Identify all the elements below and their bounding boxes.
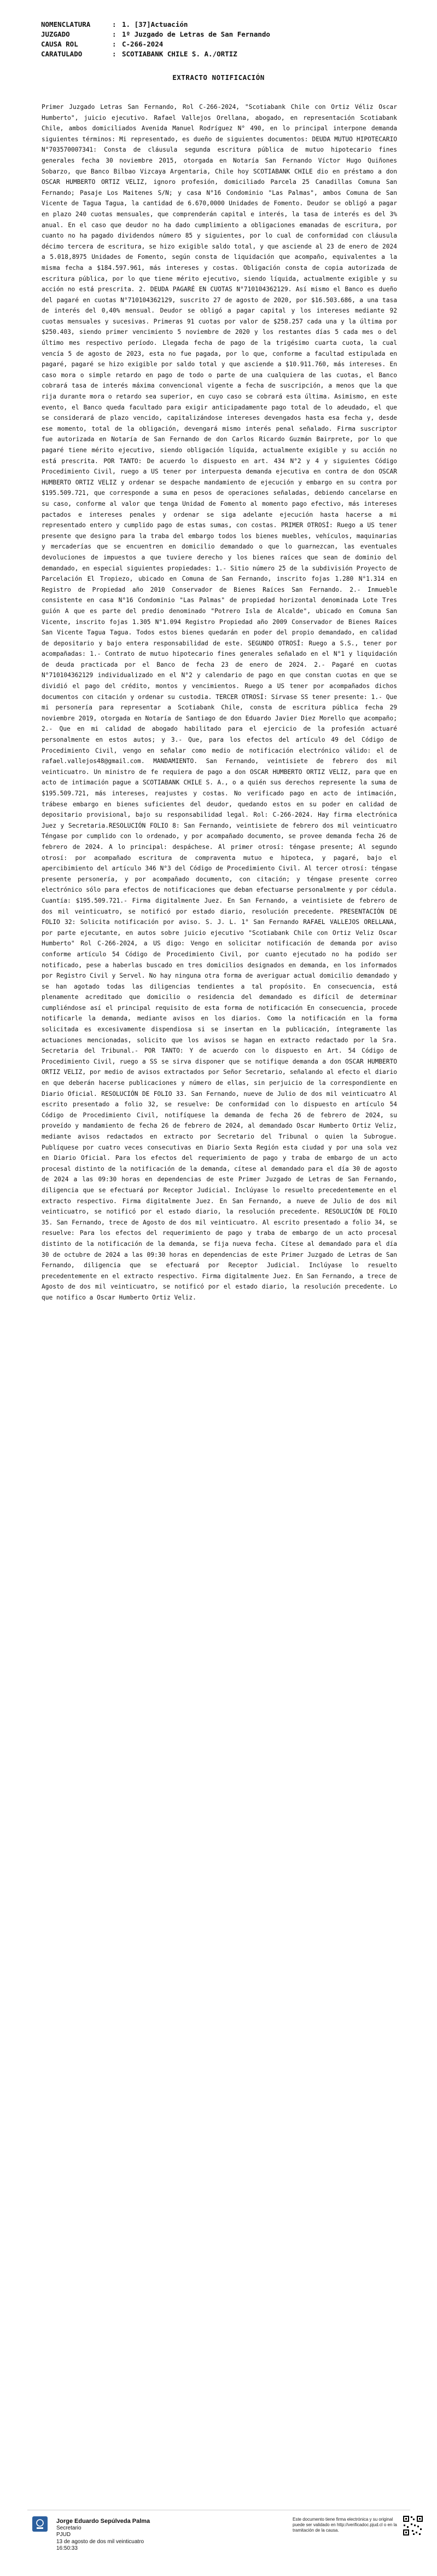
header-value: 1. [37]Actuación [122, 20, 188, 28]
header-row: CAUSA ROL : C-266-2024 [41, 40, 164, 48]
court-seal-icon [32, 2516, 48, 2532]
signer-role: Secretario [56, 2525, 81, 2531]
header-label: NOMENCLATURA [41, 20, 91, 28]
verification-note: Este documento tiene firma electrónica y su original puede ser validado en http://verificadoc.pjud.cl o en la tramitación de la causa. [293, 2517, 397, 2533]
case-header [41, 20, 413, 59]
signature-time: 16:50:33 [56, 2545, 78, 2551]
header-value: 1º Juzgado de Letras de San Fernando [122, 30, 270, 38]
qr-code-icon [402, 2515, 424, 2537]
signer-name: Jorge Eduardo Sepúlveda Palma [56, 2518, 150, 2525]
header-row: NOMENCLATURA : 1. [37]Actuación [41, 20, 188, 28]
signature-block [56, 2518, 150, 2552]
signature-date: 13 de agosto de dos mil veinticuatro [56, 2538, 144, 2545]
body-paragraph: Primer Juzgado Letras San Fernando, Rol C-266-2024, "Scotiabank Chile con Ortiz Véliz Oscar Humberto", juicio ejecutivo. Rafael Vallejos Orellana, abogado, en representación Scotiabank Chile, ambos domiciliados Avenida Manuel Rodríguez N° 490, en lo principal interpone demanda siguientes términos: Mi representado, es dueño de siguientes documentos: DEUDA MUTUO HIPOTECARIO N°703570007341: Consta de cláusula segunda escritura pública de mutuo hipotecario fines generales fecha 30 noviembre 2015, otorgada en Notaría San Fernando Víctor Hugo Quiñones Sobarzo, que Banco Bilbao Vizcaya Argentaria, Chile hoy SCOTIABANK CHILE dio en préstamo a don OSCAR HUMBERTO ORTIZ VELIZ, ignoro profesión, domiciliado Parcela 25 Canadillas Comuna San Fernando; Pasaje Los Maitenes S/N; y casa N°16 Condominio "Las Palmas", ambos Comuna de San Vicente de Tagua Tagua, la cantidad de 6.670,0000 Unidades de Fomento. Deudor se obligó a pagar en plazo 240 cuotas mensuales, que comprenderán capital e interés, la tasa de interés es del 3% anual. En el caso que deudor no ha dado cumplimiento a obligaciones emanadas de escritura, por cuanto no ha pagado dividendos número 85 y siguientes, por lo cual de conformidad con cláusula décimo tercera de escritura, se hizo exigible saldo total, y que asciende al 23 de enero de 2024 a 5.018,8975 Unidades de Fomento, según consta de liquidación que acompaño, equivalentes a la misma fecha a $184.597.961, más intereses y costas. Obligación consta de copia autorizada de escritura pública, por lo que tiene mérito ejecutivo, siendo líquida, actualmente exigible y su acción no está prescrita. 2. DEUDA PAGARÉ EN CUOTAS N°710104362129. Así mismo el Banco es dueño del pagaré en cuotas N°710104362129, suscrito 27 de agosto de 2020, por $16.503.686, a una tasa de interés del 0,40% mensual. Deudor se obligó a pagar capital y los intereses mediante 92 cuotas mensuales y sucesivas. Primeras 91 cuotas por valor de $258.257 cada una y la última por $250.403, siendo primer vencimiento 5 noviembre de 2020 y los restantes días 5 cada mes o del último mes respectivo período. Llegada fecha de pago de la trigésimo cuarta cuota, la cual vencía 5 de agosto de 2023, esta no fue pagada, por lo que, conforme a facultad estipulada en pagaré, pagaré se hizo exigible por saldo total y que asciende a $10.911.760, más intereses. En caso mora o simple retardo en pago de todo o parte de una cualquiera de las cuotas, el Banco cobrará tasa de interés máxima convencional vigente a fecha de suscripción, a menos que la que rija durante mora o retardo sea superior, en cuyo caso se cobrará esta última. Asimismo, en este evento, el Banco queda facultado para exigir anticipadamente pago total de lo adeudado, el que se considerará de plazo vencido, capitalizándose intereses devengados hasta esa fecha y, desde ese momento, total de la obligación, devengará mismo interés penal señalado. Firma suscriptor fue autorizada en Notaría de San Fernando de don Carlos Ricardo Guzmán Bairprete, por lo que pagaré tiene mérito ejecutivo, siendo obligación líquida, actualmente exigible y su acción no está prescrita. POR TANTO: De acuerdo lo dispuesto en art. 434 N°2 y 4 y siguientes Código Procedimiento Civil, ruego a US tener por interpuesta demanda ejecutiva en contra de don OSCAR HUMBERTO ORTIZ VELIZ y ordenar se despache mandamiento de ejecución y embargo en su contra por $195.509.721, que corresponde a suma en pesos de operaciones señaladas, debiendo cancelarse en su caso, conforme al valor que tenga Unidad de Fomento al momento pago efectivo, más intereses pactados e intereses penales y ordenar se siga adelante ejecución hasta hacerse a mi representado entero y cumplido pago de estas sumas, con costas. PRIMER OTROSÍ: Ruego a US tener presente que designo para la traba del embargo todos los bienes muebles, vehículos, maquinarias y mercaderías que se encuentren en domicilio demandado o que lo guarnezcan, las eventuales devoluciones de impuestos a que tuviere derecho y los bienes raíces que sean de dominio del demandado, en especial siguientes propiedades: 1.- Sitio número 25 de la subdivisión Proyecto de Parcelación El Tropiezo, ubicado en Comuna de San Fernando, inscrito fojas 1.280 N°1.314 en Registro de Propiedad año 2010 Conservador de Bienes Raíces San Fernando. 2.- Inmueble consistente en casa N°16 Condominio "Las Palmas" de propiedad horizontal denominada Lote Tres guión A que es parte del predio denominado "Potrero Isla de Alcalde", ubicado en Comuna San Vicente, inscrito fojas 1.305 N°1.094 Registro Propiedad año 2009 Conservador de Bienes Raíces San Vicente Tagua Tagua. Todos estos bienes quedarán en poder del propio demandado, en calidad de depositario y bajo entera responsabilidad de este. SEGUNDO OTROSÍ: Ruego a S.S., tener por acompañadas: 1.- Contrato de mutuo hipotecario fines generales señalado en el N°1 y liquidación de deuda practicada por el Banco de fecha 23 de enero de 2024. 2.- Pagaré en cuotas N°710104362129 individualizado en el N°2 y calendario de pago en que constan cuotas en que se dividió el pago del crédito, montos y vencimientos. Ruego a US tener por acompañados dichos documentos con citación y ordenar su custodia. TERCER OTROSÍ: Sírvase SS tener presente: 1.- Que mi personería para representar a Scotiabank Chile, consta de escritura pública fecha 29 noviembre 2019, otorgada en Notaría de Santiago de don Eduardo Javier Diez Morello que acompaño; 2.- Que en mi calidad de abogado habilitado para el ejercicio de la profesión actuaré personalmente en estos autos; y 3.- Que, para los efectos del artículo 49 del Código de Procedimiento Civil, vengo en señalar como medio de notificación electrónico válido: el de rafael.vallejos48@gmail.com. MANDAMIENTO. San Fernando, veintisiete de febrero dos mil veinticuatro. Un ministro de fe requiera de pago a don OSCAR HUMBERTO ORTIZ VELIZ, para que en acto de intimación pague a SCOTIABANK CHILE S. A., o a quién sus derechos represente la suma de $195.509.721, más intereses, reajustes y costas. No verificado pago en acto de intimación, trábese embargo en bienes suficientes del deudor, quedando estos en su poder en calidad de depositario provisional, bajo su responsabilidad legal. Rol: C-266-2024. Hay firma electrónica Juez y Secretaria.RESOLUCIÓN FOLIO 8: San Fernando, veintisiete de febrero dos mil veinticuatro Téngase por cumplido con lo ordenado, y por acompañado documento, se provee demanda fecha 26 de febrero de 2024. A lo principal: despáchese. Al primer otrosí: téngase presente; Al segundo otrosí: por acompañado escritura de compraventa mutuo e hipoteca, y pagaré, bajo el apercibimiento del artículo 346 N°3 del Código de Procedimiento Civil. Al tercer otrosí: téngase presente personería, y por acompañado documento, con citación; y téngase presente correo electrónico sólo para efectos de notificaciones que deban efectuarse personalmente y por cédula. Cuantía: $195.509.721.- Firma digitalmente Juez. En San Fernando, a veintisiete de febrero de dos mil veinticuatro, se notificó por estado diario, resolución precedente. PRESENTACIÓN DE FOLIO 32: Solicita notificación por aviso. S. J. L. 1° San Fernando RAFAEL VALLEJOS ORELLANA, por parte ejecutante, en autos sobre juicio ejecutivo "Scotiabank Chile con Ortiz Veliz Oscar Humberto" Rol C-266-2024, a US digo: Vengo en solicitar notificación de demanda por aviso conforme artículo 54 Código de Procedimiento Civil, por cuanto ejecutado no ha podido ser notificado, pese a haberlas buscado en tres domicilios designados en demanda, en los informados por Registro Civil y Servel. No hay ninguna otra forma de averiguar actual domicilio demandado y se han agotado todas las diligencias tendientes a tal propósito. En consecuencia, está plenamente acreditado que domicilio o residencia del demandado es difícil de determinar cumpliéndose así el principal requisito de esta forma de notificación En consecuencia, procede notificarle la demanda, mediante avisos en los diarios. Como la notificación en la forma solicitada es excesivamente dispendiosa si se insertan en la publicación, íntegramente las actuaciones mencionadas, solicito que los avisos se hagan en extracto redactado por la Sra. Secretaria del Tribunal.- POR TANTO: Y de acuerdo con lo dispuesto en Art. 54 Código de Procedimiento Civil, ruego a SS se sirva disponer que se notifique demanda a don OSCAR HUMBERTO ORTIZ VELIZ, por medio de avisos extractados por Señor Secretario, señalando al efecto el diario en que deberán hacerse publicaciones y número de ellas, sin perjuicio de la correspondiente en Diario Oficial. RESOLUCIÓN DE FOLIO 33. San Fernando, nueve de Julio de dos mil veinticuatro Al escrito presentado a folio 32, se resuelve: De conformidad con lo dispuesto en artículo 54 Código de Procedimiento Civil, notifíquese la demanda de fecha 26 de febrero de 2024, su proveído y mandamiento de fecha 26 de febrero de 2024, al demandado Oscar Humberto Ortiz Veliz, mediante avisos redactados en extracto por Secretario del Tribunal o quien la Subrogue. Publíquese por cuatro veces consecutivas en Diario Sexta Región esta ciudad y por una sola vez en Diario Oficial. Para los efectos del requerimiento de pago y traba de embargo de un acto procesal distinto de la notificación de la demanda, cítese al demandado para el día 30 de agosto de 2024 a las 09:30 horas en dependencias de este Primer Juzgado de Letras de San Fernando, diligencia que se efectuará por Receptor Judicial. Inclúyase lo resuelto precedentemente en el extracto respectivo. Firma digitalmente Juez. En San Fernando, a nueve de Julio de dos mil veinticuatro, se notificó por el estado diario, la resolución precedente. RESOLUCIÓN DE FOLIO 35. San Fernando, trece de Agosto de dos mil veinticuatro. Al escrito presentado a folio 34, se resuelve: Para los efectos del requerimiento de pago y traba de embargo de un acto procesal distinto de la notificación de la demanda, se fija nueva fecha. Cítese al demandado para el día 30 de octubre de 2024 a las 09:30 horas en dependencias de este Primer Juzgado de Letras de San Fernando, diligencia que se efectuará por Receptor Judicial. Inclúyase lo resuelto precedentemente en el extracto respectivo. Firma digitalmente Juez. En San Fernando, a trece de Agosto de dos mil veinticuatro, se notificó por el estado diario, la resolución precedente. Lo que notifico a Oscar Humberto Ortiz Veliz. [42, 103, 397, 1301]
header-value: SCOTIABANK CHILE S. A./ORTIZ [122, 50, 237, 58]
notification-body [42, 102, 397, 1303]
header-value: C-266-2024 [122, 40, 164, 48]
header-row: CARATULADO : SCOTIABANK CHILE S. A./ORTIZ [41, 50, 237, 58]
header-label: JUZGADO [41, 30, 70, 38]
signer-org: PJUD [56, 2532, 71, 2538]
header-row: JUZGADO : 1º Juzgado de Letras de San Fernando [41, 30, 270, 38]
header-label: CAUSA ROL [41, 40, 78, 48]
document-title: EXTRACTO NOTIFICACIÓN [172, 73, 265, 82]
header-label: CARATULADO [41, 50, 83, 58]
